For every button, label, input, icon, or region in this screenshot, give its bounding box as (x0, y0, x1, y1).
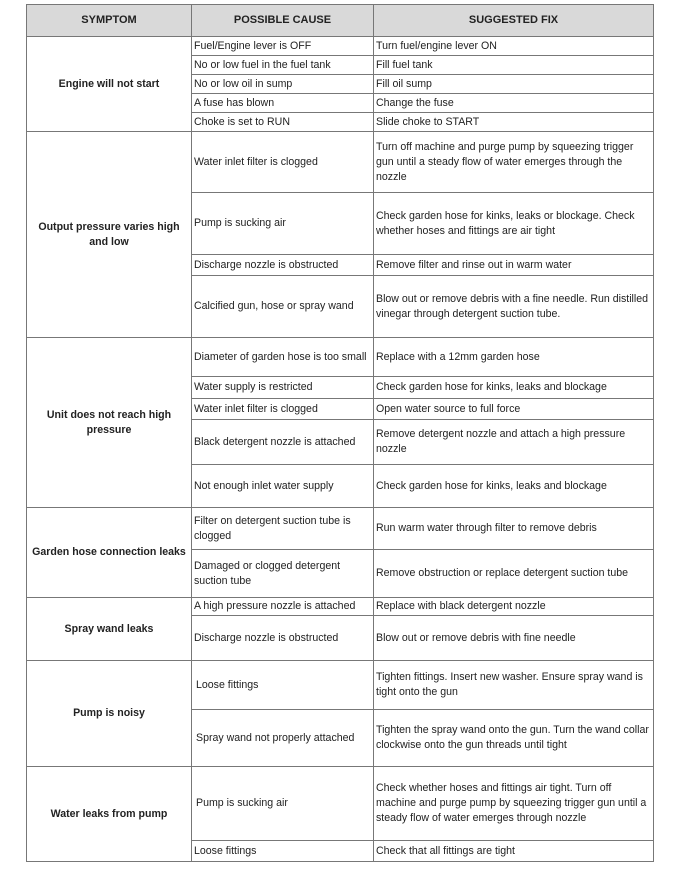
header-row (27, 5, 654, 37)
cause-cell: A high pressure nozzle is attached (192, 598, 374, 616)
fix-cell: Replace with black detergent nozzle (374, 598, 654, 616)
fix-cell: Blow out or remove debris with a fine needle. Run distilled vinegar through detergent suction tube. (374, 276, 654, 338)
cause-cell: Discharge nozzle is obstructed (192, 255, 374, 276)
table-row (27, 767, 654, 841)
header-possible-cause: POSSIBLE CAUSE (192, 5, 374, 37)
cause-cell: Discharge nozzle is obstructed (192, 616, 374, 661)
table-row (27, 661, 654, 710)
cause-cell: Pump is sucking air (192, 767, 374, 841)
cause-cell: Choke is set to RUN (192, 113, 374, 132)
cause-cell: Damaged or clogged detergent suction tube (192, 550, 374, 598)
fix-cell: Tighten fittings. Insert new washer. Ensure spray wand is tight onto the gun (374, 661, 654, 710)
symptom-cell: Unit does not reach high pressure (27, 338, 192, 508)
fix-cell: Check that all fittings are tight (374, 841, 654, 862)
fix-cell: Replace with a 12mm garden hose (374, 338, 654, 377)
cause-cell: Water inlet filter is clogged (192, 132, 374, 193)
cause-cell: Diameter of garden hose is too small (192, 338, 374, 377)
fix-cell: Open water source to full force (374, 399, 654, 420)
fix-cell: Turn off machine and purge pump by squeezing trigger gun until a steady flow of water emerges through the nozzle (374, 132, 654, 193)
troubleshooting-table (26, 4, 654, 862)
fix-cell: Change the fuse (374, 94, 654, 113)
cause-cell: Black detergent nozzle is attached (192, 420, 374, 465)
cause-cell: Pump is sucking air (192, 193, 374, 255)
cause-cell: Water inlet filter is clogged (192, 399, 374, 420)
fix-cell: Blow out or remove debris with fine needle (374, 616, 654, 661)
table-row (27, 508, 654, 550)
fix-cell: Check whether hoses and fittings air tight. Turn off machine and purge pump by squeezing trigger gun until a steady flow of water emerges through nozzle (374, 767, 654, 841)
cause-cell: A fuse has blown (192, 94, 374, 113)
symptom-cell: Output pressure varies high and low (27, 132, 192, 338)
fix-cell: Tighten the spray wand onto the gun. Turn the wand collar clockwise onto the gun threads until tight (374, 710, 654, 767)
fix-cell: Check garden hose for kinks, leaks and blockage (374, 377, 654, 399)
table-row (27, 132, 654, 193)
symptom-cell: Garden hose connection leaks (27, 508, 192, 598)
fix-cell: Check garden hose for kinks, leaks and blockage (374, 465, 654, 508)
cause-cell: Water supply is restricted (192, 377, 374, 399)
cause-cell: Calcified gun, hose or spray wand (192, 276, 374, 338)
table-row (27, 338, 654, 377)
fix-cell: Turn fuel/engine lever ON (374, 37, 654, 56)
fix-cell: Fill oil sump (374, 75, 654, 94)
symptom-cell: Water leaks from pump (27, 767, 192, 862)
fix-cell: Remove detergent nozzle and attach a high pressure nozzle (374, 420, 654, 465)
cause-cell: Loose fittings (192, 841, 374, 862)
symptom-cell: Pump is noisy (27, 661, 192, 767)
symptom-cell: Engine will not start (27, 37, 192, 132)
cause-cell: Fuel/Engine lever is OFF (192, 37, 374, 56)
header-symptom: SYMPTOM (27, 5, 192, 37)
cause-cell: No or low oil in sump (192, 75, 374, 94)
table-row (27, 598, 654, 616)
fix-cell: Remove filter and rinse out in warm water (374, 255, 654, 276)
fix-cell: Remove obstruction or replace detergent suction tube (374, 550, 654, 598)
fix-cell: Slide choke to START (374, 113, 654, 132)
cause-cell: Spray wand not properly attached (192, 710, 374, 767)
fix-cell: Fill fuel tank (374, 56, 654, 75)
cause-cell: Loose fittings (192, 661, 374, 710)
table-row (27, 37, 654, 56)
cause-cell: Filter on detergent suction tube is clogged (192, 508, 374, 550)
cause-cell: No or low fuel in the fuel tank (192, 56, 374, 75)
header-suggested-fix: SUGGESTED FIX (374, 5, 654, 37)
symptom-cell: Spray wand leaks (27, 598, 192, 661)
fix-cell: Run warm water through filter to remove debris (374, 508, 654, 550)
cause-cell: Not enough inlet water supply (192, 465, 374, 508)
fix-cell: Check garden hose for kinks, leaks or blockage. Check whether hoses and fittings are air tight (374, 193, 654, 255)
